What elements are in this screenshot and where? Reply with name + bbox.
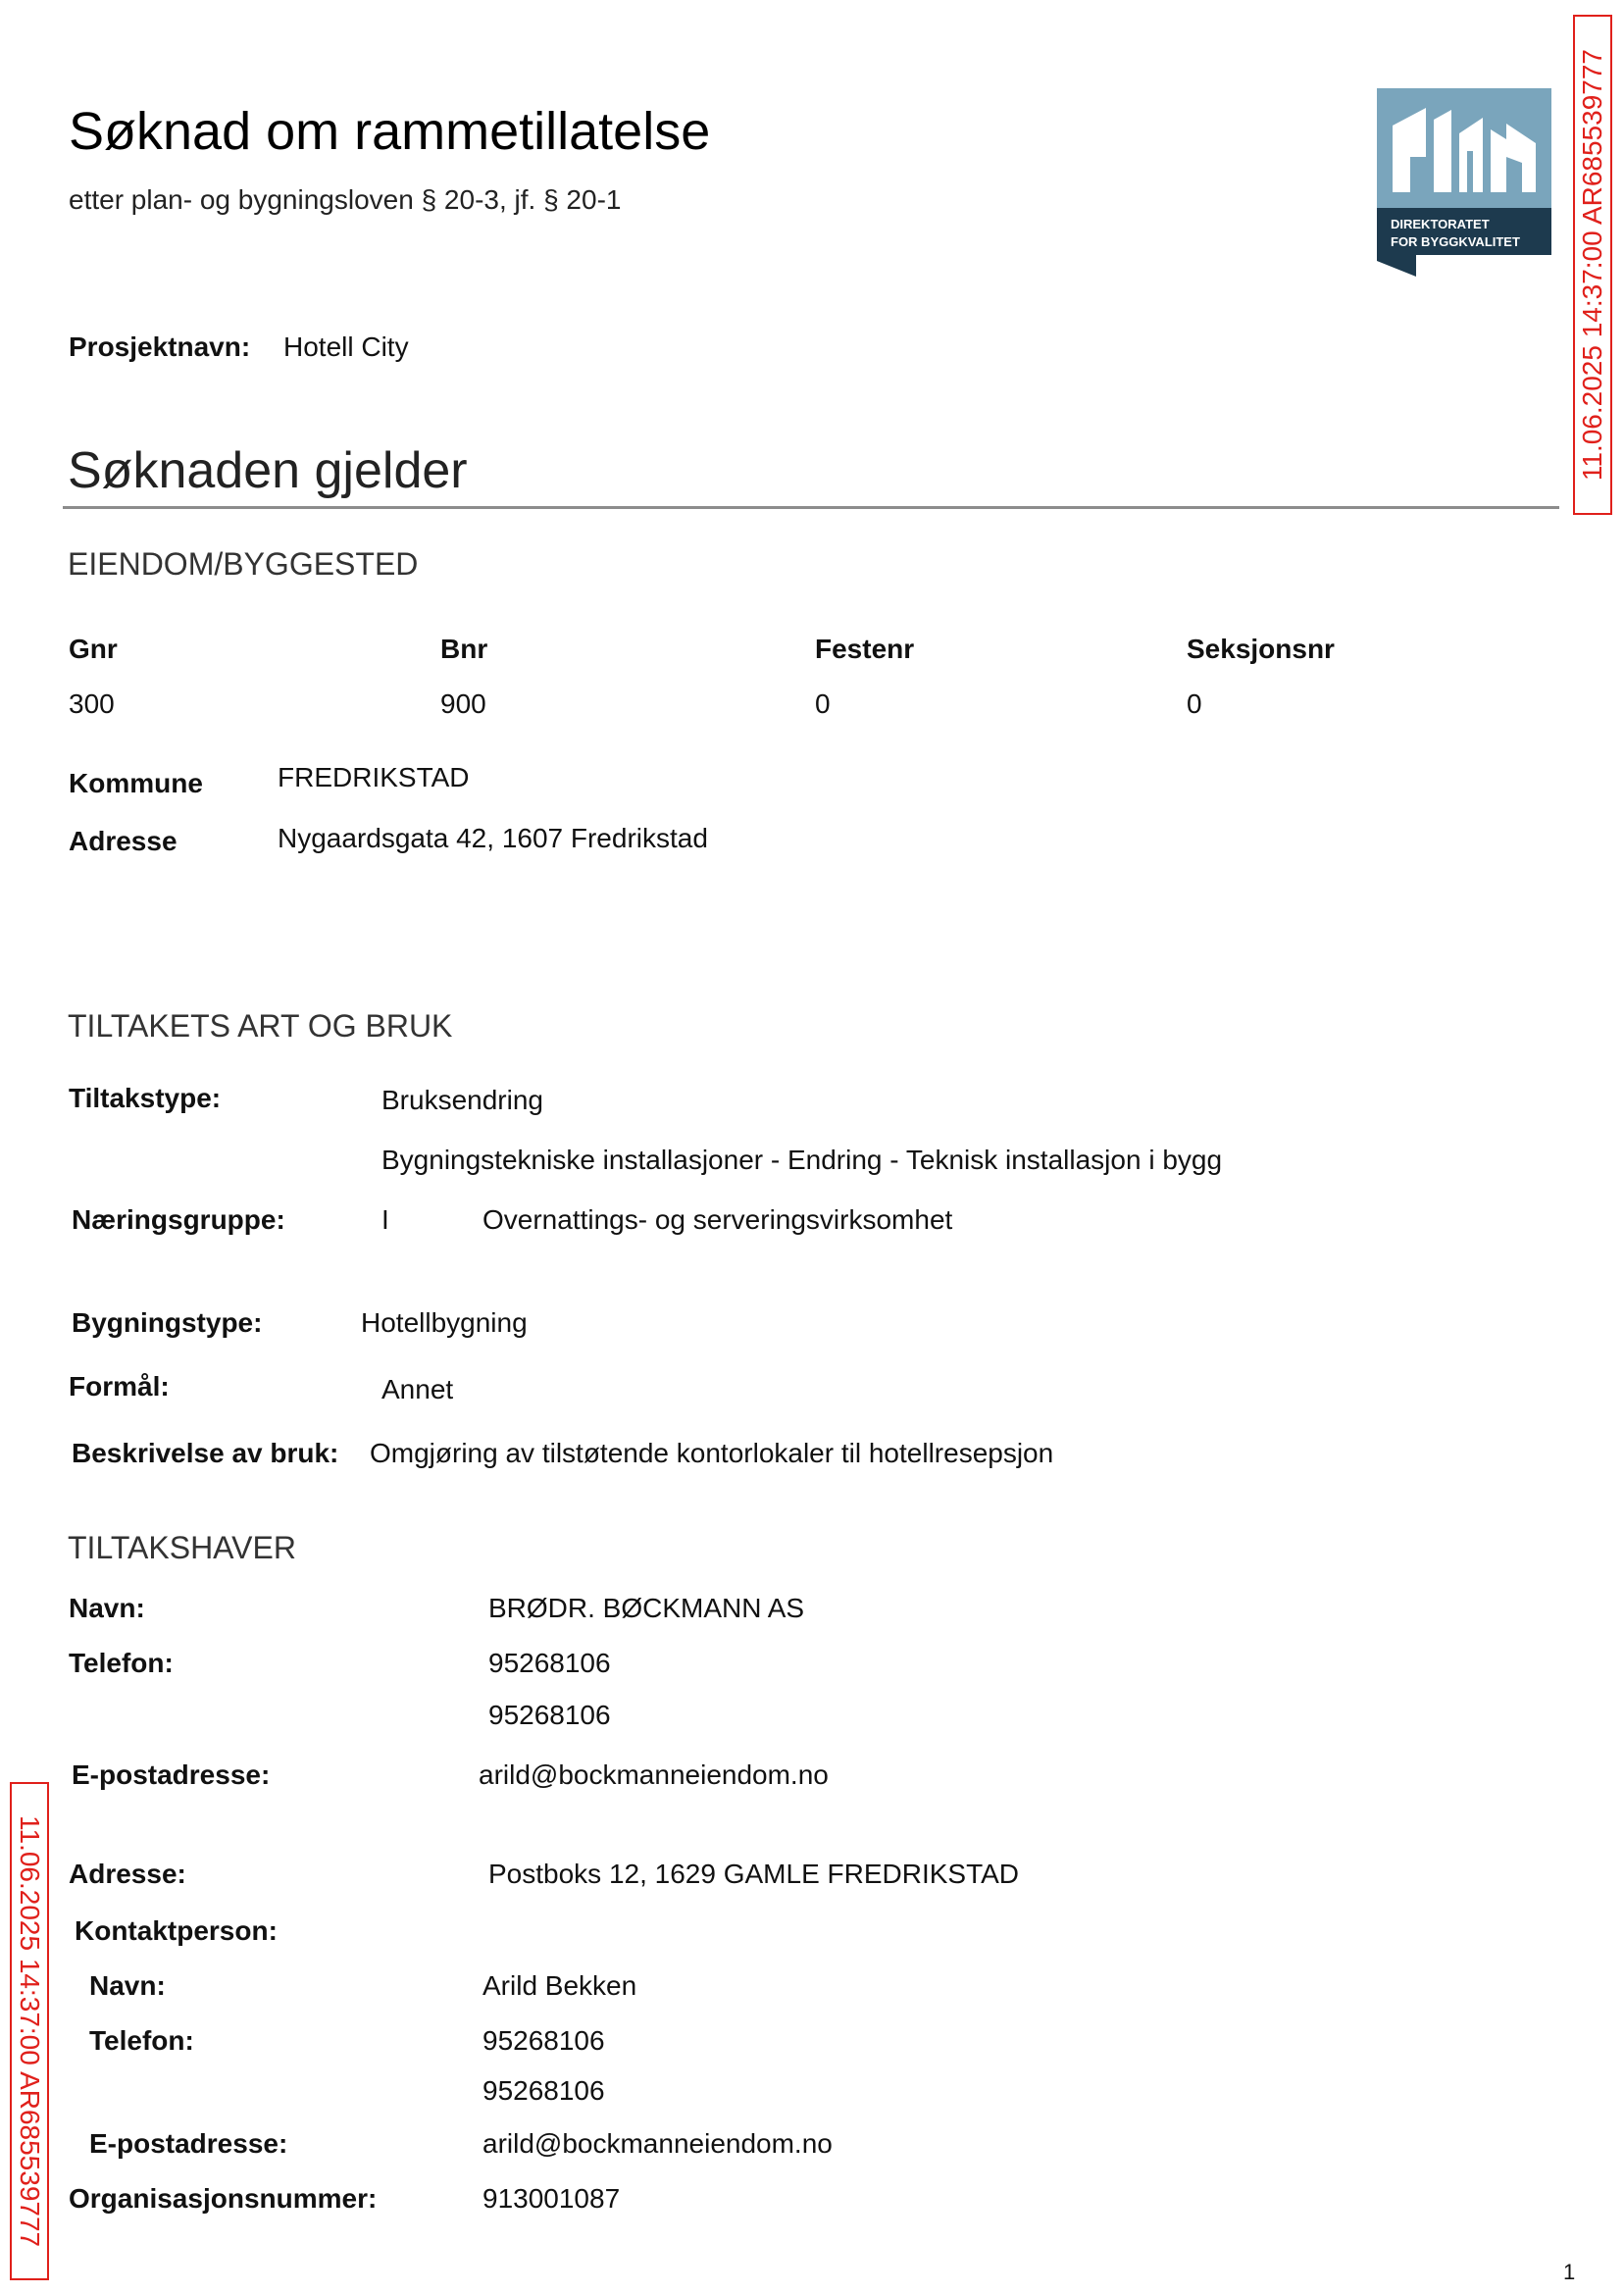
applicant-name-value: BRØDR. BØCKMANN AS [488,1593,805,1623]
bnr-label: Bnr [440,634,488,664]
timestamp-stamp-right [1573,15,1612,515]
building-type-value: Hotellbygning [361,1307,528,1338]
property-address-label: Adresse [69,826,178,856]
industry-group-label: Næringsgruppe: [72,1204,285,1235]
page-number: 1 [1563,2260,1576,2284]
project-name-label: Prosjektnavn: [69,331,251,362]
applicant-address-label: Adresse: [69,1859,186,1889]
measure-type-label: Tiltakstype: [69,1083,222,1113]
building-type-label: Bygningstype: [72,1307,263,1338]
applicant-phone-value: 95268106 [488,1648,611,1678]
applicant-phone-value: 95268106 [488,1700,611,1730]
seksjonsnr-value: 0 [1187,688,1202,719]
municipality-label: Kommune [69,768,203,798]
org-number-value: 913001087 [482,2183,621,2214]
usage-description-label: Beskrivelse av bruk: [72,1438,339,1468]
applicant-address-value: Postboks 12, 1629 GAMLE FREDRIKSTAD [488,1859,1020,1889]
festenr-label: Festenr [815,634,915,664]
usage-description-value: Omgjøring av tilstøtende kontorlokaler til hotellresepsjon [370,1438,1054,1468]
property-heading: EIENDOM/BYGGESTED [68,546,419,582]
seksjonsnr-label: Seksjonsnr [1187,634,1335,664]
applicant-email-label: E-postadresse: [72,1759,271,1790]
contact-name-value: Arild Bekken [482,1970,637,2001]
contact-phone-value: 95268106 [482,2075,605,2106]
measure-type-value: Bruksendring [381,1085,543,1115]
timestamp-stamp-left [10,1782,49,2280]
contact-person-heading: Kontaktperson: [75,1915,278,1946]
logo-text-line2: FOR BYGGKVALITET [1391,234,1520,249]
org-number-label: Organisasjonsnummer: [69,2183,378,2214]
contact-phone-value: 95268106 [482,2025,605,2056]
festenr-value: 0 [815,688,831,719]
section-title: Søknaden gjelder [68,442,468,499]
dibk-logo [1377,88,1551,277]
municipality-value: FREDRIKSTAD [278,762,470,792]
industry-group-code: I [381,1204,389,1235]
measure-type-value: Bygningstekniske installasjoner - Endring - Teknisk installasjon i bygg [381,1145,1223,1175]
project-name-value: Hotell City [283,331,409,362]
document-title: Søknad om rammetillatelse [69,102,711,161]
applicant-name-label: Navn: [69,1593,145,1623]
applicant-phone-label: Telefon: [69,1648,174,1678]
document-subtitle: etter plan- og bygningsloven § 20-3, jf. § 20-1 [69,184,622,215]
contact-name-label: Navn: [89,1970,166,2001]
applicant-heading: TILTAKSHAVER [68,1530,296,1565]
logo-building-shape [1434,110,1451,192]
section-divider [63,506,1559,509]
applicant-email-value: arild@bockmanneiendom.no [479,1759,829,1790]
logo-text-line1: DIREKTORATET [1391,217,1490,231]
measure-heading: TILTAKETS ART OG BRUK [68,1008,453,1044]
gnr-label: Gnr [69,634,118,664]
stamp-text: 11.06.2025 14:37:00 AR685539777 [1577,48,1607,482]
contact-email-label: E-postadresse: [89,2128,288,2159]
stamp-text: 11.06.2025 14:37:00 AR685539777 [15,1814,45,2248]
industry-group-name: Overnattings- og serveringsvirksomhet [482,1204,953,1235]
purpose-label: Formål: [69,1371,170,1402]
property-address-value: Nygaardsgata 42, 1607 Fredrikstad [278,823,708,853]
contact-phone-label: Telefon: [89,2025,194,2056]
bnr-value: 900 [440,688,486,719]
contact-email-value: arild@bockmanneiendom.no [482,2128,833,2159]
gnr-value: 300 [69,688,115,719]
purpose-value: Annet [381,1374,454,1404]
logo-tab [1377,255,1416,277]
